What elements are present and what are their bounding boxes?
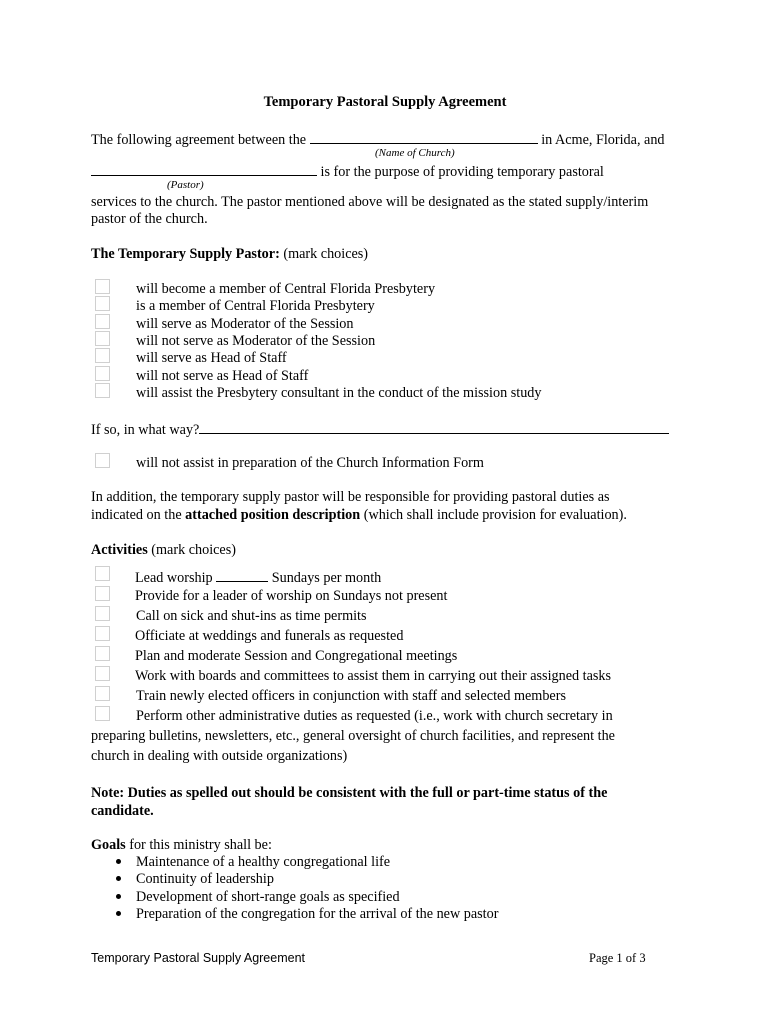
bullet-icon — [116, 876, 121, 881]
goals-heading-suffix: for this ministry shall be: — [129, 837, 272, 853]
goal-item: Continuity of leadership — [136, 871, 274, 887]
goal-item: Maintenance of a healthy congregational life — [136, 854, 391, 870]
pastor-heading-bold: The Temporary Supply Pastor: — [91, 246, 280, 262]
pastor-option-checkbox[interactable] — [95, 279, 110, 294]
activity-label: Perform other administrative duties as requested (i.e., work with church secretary in — [136, 708, 613, 724]
activity-continuation-1: preparing bulletins, newsletters, etc., general oversight of church facilities, and represent the — [91, 728, 615, 744]
activities-heading — [91, 542, 236, 559]
lead-worship-label: Lead worship — [135, 570, 213, 586]
lead-worship-suffix: Sundays per month — [271, 570, 382, 586]
pastor-option-label: will assist the Presbytery consultant in the conduct of the mission study — [136, 385, 542, 401]
pastor-option-checkbox[interactable] — [95, 366, 110, 381]
activity-checkbox[interactable] — [95, 566, 110, 581]
addition-line-2 — [91, 507, 627, 524]
activity-label: Provide for a leader of worship on Sundays not present — [135, 588, 448, 604]
intro-line-4: pastor of the church. — [91, 211, 208, 227]
pastor-option-label: will not serve as Moderator of the Session — [136, 333, 376, 349]
sundays-count-field[interactable] — [216, 568, 268, 582]
pastor-option-label: will serve as Moderator of the Session — [136, 316, 354, 332]
pastor-option-checkbox[interactable] — [95, 383, 110, 398]
bullet-icon — [116, 859, 121, 864]
intro-line-3: services to the church. The pastor mentioned above will be designated as the stated supply/interim — [91, 194, 649, 210]
pastor-option-label: is a member of Central Florida Presbytery — [136, 298, 375, 314]
pastor-section-heading — [91, 246, 368, 263]
activity-label: Train newly elected officers in conjunction with staff and selected members — [136, 688, 566, 704]
addition-text-before: indicated on the — [91, 507, 182, 523]
cif-option-label: will not assist in preparation of the Church Information Form — [136, 455, 484, 471]
goals-heading-bold: Goals — [91, 837, 126, 853]
pastor-option-label: will become a member of Central Florida Presbytery — [136, 281, 436, 297]
intro-text-after-church: in Acme, Florida, and — [541, 132, 665, 148]
pastor-heading-suffix: (mark choices) — [283, 246, 369, 262]
if-so-field[interactable] — [199, 420, 669, 434]
if-so-line — [91, 420, 669, 439]
pastor-option-label: will serve as Head of Staff — [136, 350, 287, 366]
addition-text-after: (which shall include provision for evaluation). — [363, 507, 627, 523]
activity-checkbox[interactable] — [95, 706, 110, 721]
pastor-name-field[interactable] — [91, 162, 317, 176]
pastor-option-checkbox[interactable] — [95, 314, 110, 329]
activity-continuation-2: church in dealing with outside organizations) — [91, 748, 348, 764]
activities-heading-bold: Activities — [91, 542, 148, 558]
attached-position-description: attached position description — [185, 507, 361, 523]
addition-line-1: In addition, the temporary supply pastor will be responsible for providing pastoral duties as — [91, 489, 610, 505]
pastor-option-label: will not serve as Head of Staff — [136, 368, 309, 384]
footer-title: Temporary Pastoral Supply Agreement — [91, 951, 305, 965]
activity-label: Work with boards and committees to assist them in carrying out their assigned tasks — [135, 668, 612, 684]
bullet-icon — [116, 894, 121, 899]
page-title: Temporary Pastoral Supply Agreement — [263, 94, 507, 110]
activities-heading-suffix: (mark choices) — [151, 542, 236, 558]
intro-text-after-pastor: is for the purpose of providing temporary pastoral — [320, 164, 604, 180]
pastor-name-hint: (Pastor) — [167, 179, 204, 191]
if-so-label: If so, in what way? — [91, 422, 200, 438]
activity-label: Officiate at weddings and funerals as requested — [135, 628, 404, 644]
church-name-field[interactable] — [310, 130, 538, 144]
activity-label: Call on sick and shut-ins as time permits — [136, 608, 367, 624]
activity-checkbox[interactable] — [95, 646, 110, 661]
activity-checkbox[interactable] — [95, 626, 110, 641]
note-line-1: Note: Duties as spelled out should be consistent with the full or part-time status of the — [91, 785, 608, 801]
lead-worship-item — [135, 568, 381, 587]
cif-option-checkbox[interactable] — [95, 453, 110, 468]
bullet-icon — [116, 911, 121, 916]
pastor-option-checkbox[interactable] — [95, 296, 110, 311]
intro-text-before-church: The following agreement between the — [91, 132, 307, 148]
pastor-option-checkbox[interactable] — [95, 348, 110, 363]
goal-item: Preparation of the congregation for the arrival of the new pastor — [136, 906, 499, 922]
activity-checkbox[interactable] — [95, 666, 110, 681]
note-line-2: candidate. — [91, 803, 154, 819]
activity-checkbox[interactable] — [95, 686, 110, 701]
page-number: Page 1 of 3 — [589, 951, 646, 965]
activity-checkbox[interactable] — [95, 586, 110, 601]
activity-label: Plan and moderate Session and Congregational meetings — [135, 648, 458, 664]
goals-heading — [91, 837, 272, 854]
goal-item: Development of short-range goals as specified — [136, 889, 400, 905]
church-name-hint: (Name of Church) — [375, 147, 455, 159]
activity-checkbox[interactable] — [95, 606, 110, 621]
pastor-option-checkbox[interactable] — [95, 331, 110, 346]
